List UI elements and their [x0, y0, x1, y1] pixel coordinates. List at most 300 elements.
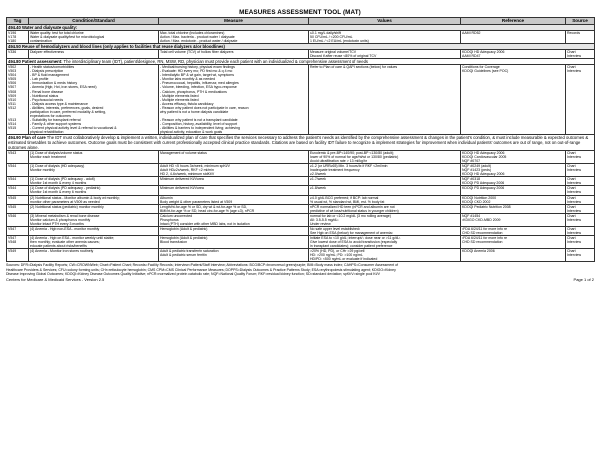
tag-cell: [7, 31, 29, 44]
condition-text: - Dialysis prescription: [30, 69, 64, 74]
condition-text: (2) Nutritional status - Monitor albumin & body wt monthly;: [30, 195, 120, 200]
source-text: Chart: [567, 164, 576, 169]
measure-text: Management of volume status: [160, 151, 207, 156]
measure-text: - Medical/nursing history, physical exam findings: [160, 65, 235, 70]
values-cell: [309, 50, 461, 59]
condition-text: (1) Dose of dialysis (HD adequacy): [30, 164, 85, 169]
source-cell: [566, 31, 595, 44]
tag-text: V509: [8, 93, 17, 98]
table-body: [7, 25, 595, 262]
values-text: Euvolemic & pre-BP<140/90; post-BP <130/80 (adult);: [310, 151, 394, 156]
measure-text: - Multiple elements listed: [160, 97, 199, 102]
table-header-row: [7, 18, 595, 25]
section-heading-title: 494.80 Patient assessment:: [8, 59, 63, 65]
values-text: ≥2.0/week: [310, 172, 326, 177]
values-text: ≤0.1 mg/L daily/shift: [310, 31, 341, 35]
source-text: Chart: [567, 151, 576, 156]
measure-text: - Multiple elements listed: [160, 93, 199, 98]
section-heading-title: 494.90 Plan of care: [8, 135, 46, 141]
section-heading-row: [7, 135, 595, 151]
source-text: Interview: [567, 208, 582, 213]
measure-text: HD 2, 4-6x/week, minimum stdKt/V: [160, 172, 215, 177]
values-cell: [309, 195, 461, 204]
condition-text: Monitor calcium & phosphorus monthly: [30, 217, 91, 222]
values-cell: [309, 226, 461, 235]
source-text: Chart: [567, 186, 576, 191]
reference-cell: [461, 164, 566, 177]
condition-text: Monitor 1st month & every 4 months: [30, 181, 87, 186]
tag-text: V336: [8, 50, 17, 55]
reference-cell: [461, 249, 566, 262]
measure-text: Intact (PTH) consider with other MBD labs, not in isolation: [160, 221, 250, 226]
footnote-line: Sources: DFR=Dialysis Facility Reports; CW=CROWNWeb; Chart=Patient Chart; Records=Facility Records; Interview=Patient/Staff Interview; Abbreviations: BCG/BCP=bromcresol green/purple; BMI=Body mass index; CAHPS=Consumer Assessment of: [6, 263, 399, 268]
tag-text: [8, 130, 27, 134]
measure-cell: [159, 31, 309, 44]
tag-text: V543: [8, 151, 17, 156]
reference-cell: [461, 195, 566, 204]
reference-text: KDOQI Guidelines (see POC): [462, 69, 509, 74]
tag-cell: [7, 235, 29, 248]
source-cell: [566, 151, 595, 164]
condition-text: contamination: [30, 39, 52, 44]
condition-text: Water quality: test for total chlorine: [30, 31, 84, 35]
table-row: [7, 31, 595, 44]
section-heading-description: (only applies to facilities that reuse dialyzers &/or bloodlines): [101, 44, 225, 50]
table-row: [7, 249, 595, 262]
tag-text: V545: [8, 204, 17, 209]
tag-text: V196: [8, 31, 17, 35]
measure-text: - Reason why patient does not participate in care, reason: [160, 105, 249, 110]
values-text: 50 CFU/mL / <200 CFU/mL: [310, 35, 353, 40]
measure-text: - Calcium, phosphorus, PTH & medications: [160, 89, 227, 94]
reference-text: KDOQI Cardiovascular 2005: [462, 155, 507, 160]
measure-text: - Interdialytic BP & wt gain, target wt, symptoms: [160, 73, 235, 78]
reference-text: KDOQI HD Adequacy 2006: [462, 50, 505, 55]
measure-cell: [159, 226, 309, 235]
values-text: No safe upper level established¹: [310, 226, 361, 231]
header-source: Source: [566, 18, 595, 25]
reference-text: KDOQI Pediatric Nutrition 2008: [462, 204, 511, 209]
values-cell: [309, 151, 461, 164]
values-text: HD/PD: <500 ng/mL or evaluate if indicated: [310, 257, 378, 262]
condition-text: participation in care, preferred modality & setting,: [30, 109, 107, 114]
values-cell: [309, 249, 461, 262]
values-text: Initiate ESA to <10 g/dL; interrupt/↓ dose near or >11 g/dL¹: [310, 235, 401, 240]
values-text: ≥4.0 g/dL BCG preferred; if BCP: lab normal: [310, 195, 379, 200]
values-text: Give lowest dose of ESA to avoid transfusion (especially: [310, 239, 398, 244]
condition-text: - Psychosocial needs: [30, 97, 64, 102]
source-cell: [566, 226, 595, 235]
measures-table: [6, 17, 595, 262]
table-row: [7, 164, 595, 177]
tag-cell: [7, 177, 29, 186]
table-row: [7, 186, 595, 195]
source-text: Records: [567, 31, 581, 35]
source-text: Interview: [567, 69, 582, 74]
header-reference: Reference: [461, 18, 566, 25]
condition-text: then monthly; evaluate other anemia causes;: [30, 239, 100, 244]
values-text: normal for lab or <10.2 mg/dL (3 mo rolling average): [310, 213, 391, 218]
header-tag: Tag: [7, 18, 29, 25]
measure-cell: [159, 50, 309, 59]
condition-text: (3) Mineral metabolism & renal bone disease: [30, 213, 100, 218]
measure-text: Action / Max. bacteria - product water / dialysate: [160, 35, 235, 40]
tag-text: V508: [8, 89, 17, 94]
table-row: [7, 226, 595, 235]
values-text: ≥1.8/week: [310, 186, 326, 191]
section-heading-title: 494.50 Reuse of hemodialyzers and blood lines: [8, 44, 102, 50]
values-cell: [309, 31, 461, 44]
source-text: Interview: [567, 253, 582, 258]
measure-text: Minimum delivered Kt/Vurea: [160, 186, 204, 191]
tag-text: V511: [8, 101, 16, 106]
values-text: Discard if after reuse <80% of original TCV: [310, 54, 377, 59]
source-cell: [566, 164, 595, 177]
condition-text: - BP & fluid management: [30, 73, 69, 78]
section-heading-title: 494.40 Water and dialysate quality:: [8, 25, 78, 30]
tag-text: V510: [8, 97, 17, 102]
condition-text: expectations for outcomes: [30, 113, 71, 118]
values-text: HD: >200 ng/mL; PD: >100 ng/mL: [310, 253, 363, 258]
section-heading-description: The IDT must collaboratively develop & implement a written, individualized plan of care that specifies the services necessary to address the patient's needs as identified by the comprehensive assessment & changes in the patient's condition, & must include measurable & expected outcomes & estimated timetables to achieve outcomes. Outcome goals must be consistent with current professionally accepted clinical practice standards. Citations are based on facility IDT failure to recognize & implement strategies for improvement when individual patients' outcomes are out of range, not on out-of-range outcomes alone.: [8, 135, 589, 151]
tag-text: V513: [8, 117, 17, 122]
source-text: Chart: [567, 195, 576, 200]
condition-cell: [29, 195, 159, 204]
measure-text: - Composition, history, availability, level of support: [160, 121, 238, 126]
values-cell: [309, 164, 461, 177]
measure-text: - Reason why patient is not a transplant candidate: [160, 117, 238, 122]
tag-text: V544: [8, 164, 17, 169]
values-cell: [309, 235, 461, 248]
values-text: >20% (HD, PD), or CHr >29 pg/cell: [310, 249, 365, 254]
reference-text: NQF #1454: [462, 213, 481, 218]
source-cell: [566, 249, 595, 262]
source-cell: [566, 213, 595, 226]
measure-cell: [159, 177, 309, 186]
measure-cell: [159, 195, 309, 204]
header-condition: Condition/Standard: [29, 18, 159, 25]
footnotes: [6, 263, 594, 276]
condition-cell: [29, 65, 159, 135]
reference-text: ¹KDIGO CKD-MBD 2009: [462, 217, 501, 222]
table-row: [7, 50, 595, 59]
values-text: Measure original volume/TCV: [310, 50, 357, 55]
condition-text: - Immunization & meds history: [30, 81, 78, 86]
source-text: Interview: [567, 155, 582, 160]
measure-text: - Abilities & barriers to independent living; achieving: [160, 125, 240, 130]
values-cell: [309, 213, 461, 226]
tag-text: V512: [8, 105, 17, 110]
tag-text: V544: [8, 177, 17, 182]
reference-cell: [461, 204, 566, 213]
source-text: Chart: [567, 50, 576, 55]
source-cell: [566, 195, 595, 204]
condition-text: Monitor monthly: [30, 168, 55, 173]
condition-text: (1) Dose of dialysis (PD adequacy - pediatric): [30, 186, 101, 191]
measure-text: - Volume, bleeding, infection, ESA hypo-response: [160, 85, 237, 90]
source-cell: [566, 65, 595, 135]
section-heading-description: The interdisciplinary team (IDT), patient/designee, RN, MSW, RD, physician must provide each patient with an individualized & comprehensive assessment of needs: [62, 59, 368, 65]
source-text: Interview: [567, 230, 582, 235]
values-text: Refer to Plan of care & QAPI sections (below) for values: [310, 65, 398, 70]
condition-text: (2) Nutritional status (pediatric) monitor monthly: [30, 204, 104, 209]
measure-cell: [159, 204, 309, 213]
reference-cell: [461, 226, 566, 235]
condition-cell: [29, 235, 159, 248]
condition-cell: [29, 249, 159, 262]
header-measure: Measure: [159, 18, 309, 25]
measure-text: Blood transfusion: [160, 239, 188, 244]
table-row: [7, 235, 595, 248]
measure-text: physical activity, education & work goals: [160, 129, 223, 134]
tag-text: V507: [8, 85, 17, 90]
tag-text: V544: [8, 186, 17, 191]
reference-text: KDOQI Nutrition 2000: [462, 195, 497, 200]
condition-cell: [29, 213, 159, 226]
reference-text: AAMI RD47: [462, 54, 481, 59]
measure-text: Hemoglobin (Adult & pediatric): [160, 235, 208, 240]
values-text: ≥1.7/week: [310, 177, 326, 182]
condition-cell: [29, 177, 159, 186]
measure-text: why patient is not a home dialysis candidate: [160, 109, 229, 114]
measure-cell: [159, 164, 309, 177]
tag-text: V505: [8, 77, 17, 82]
condition-text: physical rehabilitation: [30, 129, 64, 134]
reference-cell: [461, 151, 566, 164]
condition-text: (1) Dose of dialysis/volume status: [30, 151, 83, 156]
page-footer: [6, 277, 594, 282]
reference-text: ¹FDA 6/24/11 for more info re: [462, 226, 508, 231]
measure-cell: [159, 249, 309, 262]
measure-text: - Evaluate: HD every mo; PD first mo & q 4 mo: [160, 69, 233, 74]
condition-text: - Nutritional status: [30, 93, 59, 98]
measure-text: Adult HD <5 hours 3x/week, minimum spKt/V: [160, 164, 230, 169]
values-text: Avoid ultrafiltration rate > 13 ml/kg/hr: [310, 159, 368, 164]
table-row: [7, 177, 595, 186]
values-cell: [309, 186, 461, 195]
tag-text: V549: [8, 249, 17, 254]
values-text: See Hgb on ESA (below) for management of anemia¹: [310, 230, 393, 235]
condition-text: - Dialysis access type & maintenance: [30, 101, 88, 106]
condition-cell: [29, 204, 159, 213]
condition-text: - Suitability for transplant referral: [30, 117, 81, 122]
tag-text: V502: [8, 65, 17, 70]
values-text: Under review: [310, 221, 331, 226]
measure-cell: [159, 151, 309, 164]
tag-cell: [7, 249, 29, 262]
values-text: All: 3.5-5.5 mg/dL¹: [310, 217, 339, 222]
tag-cell: [7, 186, 29, 195]
tag-cell: [7, 213, 29, 226]
reference-text: KDOQI Anemia 2006: [462, 249, 495, 254]
tag-text: V515: [8, 125, 17, 130]
tag-text: V548: [8, 239, 17, 244]
source-cell: [566, 50, 595, 59]
condition-text: - Abilities, interests, preferences, goals, desired: [30, 105, 104, 110]
tag-cell: [7, 204, 29, 213]
measure-text: Adult & pediatric serum ferritin: [160, 253, 207, 258]
tag-text: V547: [8, 226, 17, 231]
condition-text: (1) Dose of dialysis (PD adequacy - adult): [30, 177, 95, 182]
reference-text: NQF #0318: [462, 177, 481, 182]
footer-publisher: Centers for Medicare & Medicaid Services - Version 2.5: [6, 277, 105, 283]
condition-text: - Anemia (Hgb, Hct, iron stores, ESA need): [30, 85, 97, 90]
table-row: [7, 213, 595, 226]
measure-cell: [159, 213, 309, 226]
condition-text: Dialyzer effectiveness: [30, 50, 64, 55]
tag-cell: [7, 151, 29, 164]
source-text: Interview: [567, 54, 582, 59]
condition-text: - Lab profile: [30, 77, 49, 82]
table-row: [7, 65, 595, 135]
reference-text: Conditions for Coverage: [462, 65, 500, 70]
source-text: Chart: [567, 177, 576, 182]
values-text: nPCR normalized HD teen (nPCR and albumin are not: [310, 204, 395, 209]
condition-text: Water & dialysate quality/test for microbiological: [30, 35, 105, 40]
source-text: Chart: [567, 249, 576, 254]
source-text: Chart: [567, 235, 576, 240]
tag-text: V545: [8, 195, 17, 200]
tag-text: V178: [8, 35, 17, 40]
reference-cell: [461, 213, 566, 226]
measure-text: Hemoglobin (Adult & pediatric): [160, 226, 208, 231]
condition-text: monitor other parameters at V509 as needed: [30, 199, 100, 204]
reference-text: KDOQI PD Adequacy 2006: [462, 181, 505, 186]
measure-text: BMI/ht-for-age % or SD, head circ-for-age % (age ≤3), nPCR: [160, 208, 255, 213]
reference-text: KDOQI HD Adequacy 2006: [462, 151, 505, 156]
measure-text: - Pneumococcal, hepatitis, influenza; med allergies: [160, 81, 239, 86]
reference-cell: [461, 235, 566, 248]
tag-cell: [7, 50, 29, 59]
measure-text: Minimum delivered Kt/Vurea: [160, 177, 204, 182]
measure-text: Adult HD≥2x/week, RKF <2 ml/min: [160, 168, 214, 173]
values-cell: [309, 65, 461, 135]
condition-text: (4) Anemia - Monitor iron stores routinely: [30, 249, 94, 254]
table-row: [7, 195, 595, 204]
reference-cell: [461, 186, 566, 195]
condition-cell: [29, 164, 159, 177]
condition-text: (4) Anemia - Hgb non-ESA - monitor monthly: [30, 226, 100, 231]
source-text: Interview: [567, 199, 582, 204]
measure-cell: [159, 65, 309, 135]
values-text: predictive of wt loss/nutritional status in younger children): [310, 208, 399, 213]
condition-text: - Renal bone disease: [30, 89, 64, 94]
tag-cell: [7, 65, 29, 135]
reference-text: NQF #1423 (peds): [462, 168, 491, 173]
values-cell: [309, 177, 461, 186]
tag-cell: [7, 164, 29, 177]
reference-cell: [461, 50, 566, 59]
section-heading: [7, 135, 595, 151]
source-cell: [566, 235, 595, 248]
footer-page-number: Page 1 of 2: [573, 277, 594, 283]
footnote-line: Disease Improving Global Outcomes; KDOQI=Kidney Disease Outcomes Quality Initiative; nPCR=normalized protein catabolic rate; NQF=National Quality Forum; RKF=residual kidney function; SD=standard deviation; spKt/V=single pool Kt/V: [6, 271, 380, 276]
reference-text: KDOQI HD Adequacy 2006: [462, 172, 505, 177]
table-row: [7, 204, 595, 213]
condition-text: - Family & other support systems: [30, 121, 82, 126]
measure-text: - Access efficacy, fistula candidacy: [160, 101, 214, 106]
reference-text: NQF #0249 (adult): [462, 164, 491, 169]
measure-cell: [159, 235, 309, 248]
source-text: Chart: [567, 204, 576, 209]
values-text: lower of 90% of normal for age/ht/wt or 130/80 (pediatric): [310, 155, 399, 160]
footnote-line: Healthcare Providers & Services; CFU=colony forming units; CHr=reticulocyte hemoglobin; CMS CPM=CMS Clinical Performance Measures; DOPPS=Dialysis Outcomes & Practice Patterns Study; ESA=erythropoiesis stimulating agent; KDIGO=Kidney: [6, 267, 396, 272]
measure-text: Max. total chlorine (includes chloramines): [160, 31, 225, 35]
tag-text: V514: [8, 121, 17, 126]
source-text: Chart: [567, 226, 576, 231]
measure-text: Calcium uncorrected: [160, 213, 193, 218]
condition-text: Monitor intact PTH every 3 months: [30, 221, 84, 226]
source-cell: [566, 186, 595, 195]
source-text: Chart: [567, 65, 576, 70]
measure-text: Albumin: [160, 195, 173, 200]
reference-cell: [461, 65, 566, 135]
tag-text: V504: [8, 73, 17, 78]
measure-text: Phosphorus: [160, 217, 179, 222]
measure-text: Adult & pediatric transferrin saturation: [160, 249, 219, 254]
condition-cell: [29, 151, 159, 164]
reference-text: ¹FDA 6/24/11 for more info re: [462, 235, 508, 240]
header-values: Values: [309, 18, 461, 25]
source-cell: [566, 177, 595, 186]
condition-cell: [29, 31, 159, 44]
condition-text: - Current physical activity level & referral to vocational &: [30, 125, 117, 130]
condition-text: Monitor each treatment: [30, 155, 66, 160]
tag-text: V503: [8, 69, 17, 74]
reference-cell: [461, 31, 566, 44]
values-text: % usual wt, % standard wt, BMI, est. % body fat: [310, 199, 385, 204]
condition-text: educate patients about risks/benefits: [30, 244, 87, 249]
measure-text: Total cell volume (TCV) of hollow fiber dialyzers: [160, 50, 234, 55]
measure-text: Body weight & other parameters listed at V509: [160, 199, 233, 204]
tag-text: V547: [8, 235, 17, 240]
tag-cell: [7, 226, 29, 235]
source-text: Interview: [567, 168, 582, 173]
document-title: MEASURES ASSESSMENT TOOL (MAT): [239, 9, 361, 16]
tag-text: V180: [8, 39, 17, 44]
measure-text: - Monitor labs monthly & as needed: [160, 77, 216, 82]
condition-text: - Health status/comorbidities: [30, 65, 75, 70]
tag-text: V546: [8, 213, 17, 218]
reference-cell: [461, 177, 566, 186]
values-cell: [309, 204, 461, 213]
tag-cell: [7, 195, 29, 204]
source-text: Interview: [567, 239, 582, 244]
measure-cell: [159, 186, 309, 195]
source-cell: [566, 204, 595, 213]
reference-text: AAMI RD52: [462, 31, 481, 35]
measure-text: Action / Max. endotoxin - product water / dialysate: [160, 39, 238, 44]
reference-text: KDOQI CKD 2002: [462, 199, 491, 204]
condition-text: Monitor 1st month & every 6 months: [30, 190, 87, 195]
tag-text: V506: [8, 81, 17, 86]
source-text: Interview: [567, 190, 582, 195]
values-text: in transplant candidates); consider patient preference: [310, 244, 393, 249]
condition-cell: [29, 50, 159, 59]
table-row: [7, 151, 595, 164]
reference-text: CHD SD recommendation: [462, 230, 503, 235]
source-text: Interview: [567, 181, 582, 186]
source-text: Interview: [567, 217, 582, 222]
reference-text: KDOQI PD Adequacy 2006: [462, 186, 505, 191]
source-text: Chart: [567, 213, 576, 218]
values-text: 1 EU/mL / <2 EU/mL (endotoxin units): [310, 39, 369, 44]
condition-cell: [29, 226, 159, 235]
values-text: Inadequate treatment frequency: [310, 168, 360, 173]
reference-text: NQF #0707: [462, 159, 481, 164]
reference-text: CHD SD recommendation: [462, 239, 503, 244]
condition-cell: [29, 186, 159, 195]
